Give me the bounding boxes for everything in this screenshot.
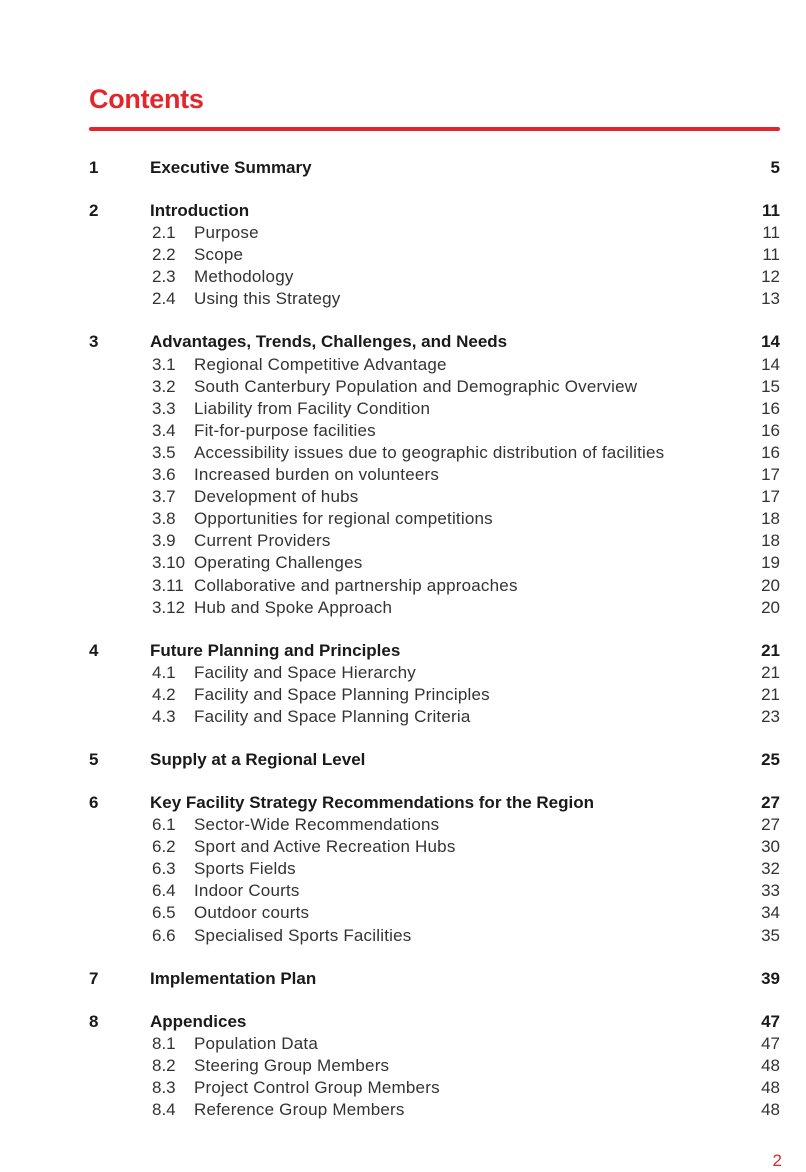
toc-subsection-title: Sector-Wide Recommendations bbox=[194, 815, 440, 834]
toc-subsection[interactable] bbox=[0, 662, 806, 684]
toc-subsection-number: 3.6 bbox=[152, 465, 176, 484]
toc-subsection-title: Indoor Courts bbox=[194, 881, 300, 901]
toc-subsection-number: 4.2 bbox=[152, 684, 176, 704]
toc-subsection-number: 2.3 bbox=[152, 267, 176, 287]
toc-subsection[interactable] bbox=[0, 420, 806, 442]
toc-subsection-title: Sport and Active Recreation Hubs bbox=[194, 837, 456, 857]
toc-section-page: 39 bbox=[761, 968, 780, 988]
toc-subsection-title: Operating Challenges bbox=[194, 553, 363, 573]
toc-section[interactable] bbox=[0, 157, 806, 179]
toc-subsection-title: Regional Competitive Advantage bbox=[194, 354, 447, 374]
toc-subsection-page: 34 bbox=[761, 903, 780, 923]
toc-subsection-number: 3.7 bbox=[152, 487, 176, 507]
toc-subsection-number: 2.1 bbox=[152, 223, 176, 243]
toc-subsection-number: 8.2 bbox=[152, 1055, 176, 1075]
toc-subsection-number: 3.2 bbox=[152, 376, 176, 396]
toc-section-page: 11 bbox=[762, 201, 780, 220]
toc-subsection-number: 6.4 bbox=[152, 881, 176, 901]
toc-section-page: 25 bbox=[761, 749, 780, 769]
toc-subsection-number: 6.3 bbox=[152, 859, 176, 879]
toc-subsection-title: Sports Fields bbox=[194, 859, 296, 879]
toc-subsection-title: Facility and Space Hierarchy bbox=[194, 662, 416, 682]
toc-subsection[interactable] bbox=[0, 486, 806, 508]
toc-subsection-title: Facility and Space Planning Principles bbox=[194, 684, 490, 704]
title-divider bbox=[89, 127, 780, 131]
toc-section-title: Appendices bbox=[150, 1011, 247, 1031]
toc-subsection[interactable] bbox=[0, 836, 806, 858]
toc-section-title: Executive Summary bbox=[150, 158, 312, 177]
toc-subsection[interactable] bbox=[0, 442, 806, 464]
toc-subsection-page: 48 bbox=[761, 1077, 780, 1097]
toc-section-number: 1 bbox=[89, 158, 99, 177]
toc-subsection-number: 8.1 bbox=[152, 1033, 176, 1053]
toc-subsection-number: 3.11 bbox=[152, 575, 184, 595]
toc-section[interactable] bbox=[0, 640, 806, 662]
toc-subsection-page: 18 bbox=[761, 531, 780, 551]
toc-section-page: 21 bbox=[761, 640, 780, 660]
toc-subsection-page: 12 bbox=[761, 267, 780, 287]
toc-subsection-page: 16 bbox=[761, 442, 780, 462]
toc-section-title: Implementation Plan bbox=[150, 968, 317, 988]
toc-subsection[interactable] bbox=[0, 398, 806, 420]
toc-subsection-title: Methodology bbox=[194, 267, 294, 287]
toc-subsection-title: Outdoor courts bbox=[194, 903, 310, 923]
toc-subsection-number: 8.3 bbox=[152, 1077, 176, 1097]
toc-subsection-title: Collaborative and partnership approaches bbox=[194, 575, 518, 595]
toc-subsection[interactable] bbox=[0, 552, 806, 574]
toc-subsection-page: 17 bbox=[761, 465, 780, 484]
toc-subsection-page: 33 bbox=[761, 881, 780, 901]
toc-subsection[interactable] bbox=[0, 244, 806, 266]
toc-subsection-number: 3.9 bbox=[152, 531, 176, 551]
toc-subsection-page: 21 bbox=[761, 662, 780, 682]
toc-subsection-number: 2.2 bbox=[152, 245, 176, 265]
toc-subsection-number: 6.6 bbox=[152, 925, 176, 945]
toc-section[interactable] bbox=[0, 200, 806, 222]
toc-section-number: 3 bbox=[89, 332, 99, 352]
toc-subsection[interactable] bbox=[0, 266, 806, 288]
toc-subsection-page: 13 bbox=[761, 289, 780, 309]
toc-subsection[interactable] bbox=[0, 925, 806, 947]
toc-subsection[interactable] bbox=[0, 1055, 806, 1077]
toc-section-number: 7 bbox=[89, 968, 99, 988]
toc-section-title: Advantages, Trends, Challenges, and Needs bbox=[150, 332, 508, 352]
toc-subsection-title: Hub and Spoke Approach bbox=[194, 597, 393, 617]
toc-subsection[interactable] bbox=[0, 902, 806, 924]
toc-subsection[interactable] bbox=[0, 880, 806, 902]
page-title: Contents bbox=[89, 84, 204, 114]
toc-subsection-page: 21 bbox=[761, 684, 780, 704]
toc-subsection-number: 4.3 bbox=[152, 706, 176, 726]
toc-subsection-page: 30 bbox=[761, 837, 780, 857]
toc-subsection-number: 6.5 bbox=[152, 903, 176, 923]
toc-section-number: 4 bbox=[89, 640, 99, 660]
toc-section-number: 8 bbox=[89, 1011, 99, 1031]
toc-section[interactable] bbox=[0, 331, 806, 353]
toc-subsection-title: Project Control Group Members bbox=[194, 1077, 440, 1097]
toc-subsection[interactable] bbox=[0, 530, 806, 552]
toc-subsection-title: Purpose bbox=[194, 223, 259, 243]
toc-subsection-number: 3.12 bbox=[152, 597, 186, 617]
toc-subsection-title: Population Data bbox=[194, 1033, 318, 1053]
toc-subsection-page: 48 bbox=[761, 1055, 780, 1075]
toc-subsection-title: South Canterbury Population and Demographic Overview bbox=[194, 376, 638, 396]
toc-section-title: Future Planning and Principles bbox=[150, 640, 401, 660]
toc-subsection-page: 19 bbox=[761, 553, 780, 573]
toc-subsection-number: 3.10 bbox=[152, 553, 186, 573]
toc-subsection[interactable] bbox=[0, 376, 806, 398]
toc-section-page: 5 bbox=[770, 158, 780, 177]
toc-subsection-title: Liability from Facility Condition bbox=[194, 398, 431, 418]
toc-subsection-number: 2.4 bbox=[152, 289, 176, 309]
toc-subsection-title: Opportunities for regional competitions bbox=[194, 509, 493, 529]
toc-section-title: Introduction bbox=[150, 201, 250, 220]
toc-subsection-page: 23 bbox=[761, 706, 780, 726]
toc-subsection-title: Increased burden on volunteers bbox=[194, 465, 440, 484]
toc-subsection[interactable] bbox=[0, 222, 806, 244]
toc-subsection-title: Scope bbox=[194, 245, 244, 265]
toc-subsection-page: 11 bbox=[762, 223, 780, 243]
toc-subsection-title: Reference Group Members bbox=[194, 1099, 405, 1119]
toc-subsection-title: Current Providers bbox=[194, 531, 331, 551]
toc-section-page: 27 bbox=[761, 792, 780, 812]
toc-section-number: 5 bbox=[89, 749, 99, 769]
toc-section-page: 14 bbox=[761, 332, 780, 352]
toc-subsection-page: 47 bbox=[761, 1033, 780, 1053]
toc-section[interactable] bbox=[0, 749, 806, 771]
toc-subsection[interactable] bbox=[0, 1099, 806, 1121]
toc-subsection-page: 16 bbox=[761, 398, 780, 418]
toc-subsection-number: 3.1 bbox=[152, 354, 176, 374]
toc-subsection-page: 14 bbox=[761, 354, 780, 374]
toc-subsection-page: 32 bbox=[761, 859, 780, 879]
toc-section[interactable] bbox=[0, 968, 806, 990]
toc-subsection[interactable] bbox=[0, 597, 806, 619]
toc-section-title: Supply at a Regional Level bbox=[150, 749, 366, 769]
toc-subsection[interactable] bbox=[0, 684, 806, 706]
toc-section-number: 2 bbox=[89, 201, 99, 220]
toc-subsection-number: 3.3 bbox=[152, 398, 176, 418]
toc-subsection-page: 27 bbox=[761, 815, 780, 834]
toc-subsection-number: 3.5 bbox=[152, 442, 176, 462]
toc-subsection[interactable] bbox=[0, 1077, 806, 1099]
toc-section-page: 47 bbox=[761, 1011, 780, 1031]
toc-subsection-page: 16 bbox=[761, 420, 780, 440]
toc-subsection[interactable] bbox=[0, 706, 806, 728]
toc-subsection-title: Using this Strategy bbox=[194, 289, 341, 309]
toc-subsection-number: 3.8 bbox=[152, 509, 176, 529]
toc-subsection-page: 17 bbox=[761, 487, 780, 507]
toc-subsection-title: Specialised Sports Facilities bbox=[194, 925, 412, 945]
toc-subsection[interactable] bbox=[0, 814, 806, 836]
toc-subsection-page: 20 bbox=[761, 575, 780, 595]
toc-section-number: 6 bbox=[89, 792, 99, 812]
toc-subsection-page: 48 bbox=[761, 1099, 780, 1119]
toc-subsection-title: Facility and Space Planning Criteria bbox=[194, 706, 471, 726]
toc-subsection[interactable] bbox=[0, 464, 806, 486]
toc-subsection-number: 3.4 bbox=[152, 420, 176, 440]
toc-subsection-title: Accessibility issues due to geographic distribution of facilities bbox=[194, 442, 665, 462]
toc-subsection-page: 18 bbox=[761, 509, 780, 529]
toc-subsection[interactable] bbox=[0, 354, 806, 376]
toc-subsection-number: 8.4 bbox=[152, 1099, 176, 1119]
toc-section[interactable] bbox=[0, 792, 806, 814]
toc-section[interactable] bbox=[0, 1011, 806, 1033]
toc-subsection[interactable] bbox=[0, 575, 806, 597]
toc-subsection[interactable] bbox=[0, 1033, 806, 1055]
toc-subsection-number: 6.1 bbox=[152, 815, 176, 834]
toc-subsection[interactable] bbox=[0, 288, 806, 310]
toc-section-title: Key Facility Strategy Recommendations for the Region bbox=[150, 792, 594, 812]
toc-subsection-page: 35 bbox=[761, 925, 780, 945]
toc-subsection-title: Fit-for-purpose facilities bbox=[194, 420, 376, 440]
toc-subsection-title: Development of hubs bbox=[194, 487, 359, 507]
toc-subsection-page: 11 bbox=[762, 245, 780, 265]
toc-subsection[interactable] bbox=[0, 508, 806, 530]
toc-subsection-page: 20 bbox=[761, 597, 780, 617]
page-number: 2 bbox=[772, 1151, 782, 1170]
toc-subsection-page: 15 bbox=[761, 376, 780, 396]
toc-subsection-number: 6.2 bbox=[152, 837, 176, 857]
toc-subsection[interactable] bbox=[0, 858, 806, 880]
toc-subsection-number: 4.1 bbox=[152, 662, 176, 682]
toc-subsection-title: Steering Group Members bbox=[194, 1055, 390, 1075]
